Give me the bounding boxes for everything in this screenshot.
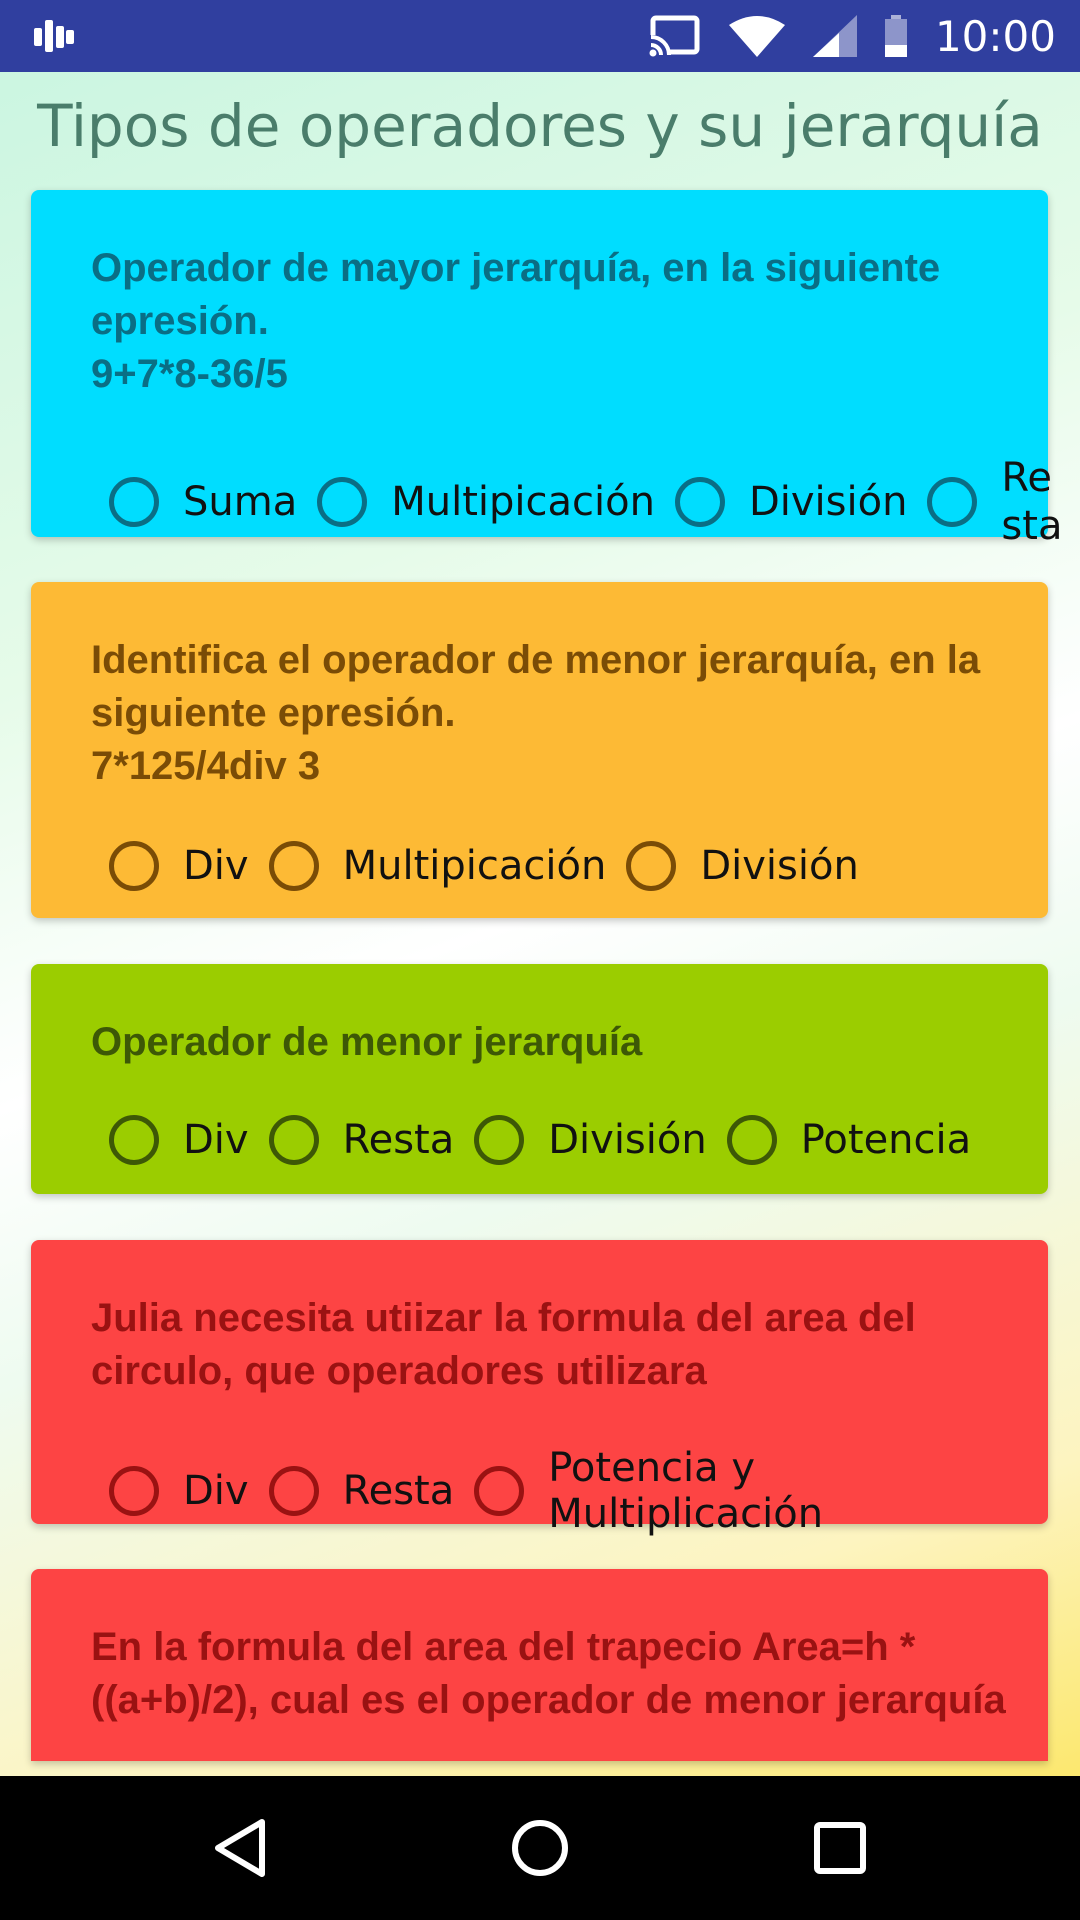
radio-button[interactable] — [675, 477, 725, 527]
radio-option[interactable] — [269, 1466, 455, 1516]
recents-icon — [813, 1821, 867, 1875]
radio-group — [109, 1115, 1048, 1165]
radio-label: Div — [183, 843, 249, 889]
question-card-5 — [31, 1569, 1048, 1761]
radio-option[interactable] — [109, 1115, 249, 1165]
question-card-2 — [31, 582, 1048, 918]
radio-button[interactable] — [109, 1115, 159, 1165]
radio-button[interactable] — [727, 1115, 777, 1165]
radio-label: Resta — [342, 1468, 455, 1514]
radio-button[interactable] — [109, 477, 159, 527]
question-text: En la formula del area del trapecio Area=h *((a+b)/2), cual es el operador de menor jerarquía — [91, 1625, 1006, 1722]
radio-label: División — [548, 1117, 707, 1163]
radio-label: Div — [183, 1468, 249, 1514]
question-text: Operador de menor jerarquía — [91, 1020, 643, 1064]
radio-option[interactable] — [109, 1466, 249, 1516]
radio-button[interactable] — [109, 841, 159, 891]
radio-label: Suma — [183, 479, 298, 525]
radio-option[interactable] — [474, 1445, 1028, 1537]
radio-option[interactable] — [317, 477, 655, 527]
radio-option[interactable] — [927, 454, 1062, 550]
battery-icon — [885, 15, 907, 57]
radio-option[interactable] — [269, 1115, 455, 1165]
radio-group — [109, 841, 1048, 891]
radio-label: Potencia — [800, 1117, 972, 1163]
radio-button[interactable] — [927, 477, 977, 527]
radio-label: Div — [183, 1117, 249, 1163]
radio-label: Multipicación — [342, 843, 607, 889]
radio-button[interactable] — [269, 1115, 319, 1165]
radio-label: Potencia y Multiplicación — [548, 1445, 824, 1537]
radio-option[interactable] — [474, 1115, 706, 1165]
navigation-bar — [0, 1776, 1080, 1920]
radio-label: Re sta — [1001, 455, 1063, 549]
notification-bars-icon — [34, 20, 74, 52]
recents-button[interactable] — [760, 1776, 920, 1920]
radio-button[interactable] — [474, 1115, 524, 1165]
radio-label: Multipicación — [391, 479, 655, 525]
page-title: Tipos de operadores y su jerarquía — [37, 92, 1043, 160]
radio-group — [109, 1445, 1048, 1537]
radio-button[interactable] — [474, 1466, 524, 1516]
status-bar — [0, 0, 1080, 72]
cast-icon — [649, 15, 701, 57]
question-text: Julia necesita utiizar la formula del area del circulo, que operadores utilizara — [91, 1296, 916, 1393]
signal-icon — [813, 15, 857, 57]
radio-label: División — [748, 479, 908, 525]
radio-option[interactable] — [109, 477, 297, 527]
radio-button[interactable] — [269, 1466, 319, 1516]
radio-option[interactable] — [109, 841, 249, 891]
radio-option[interactable] — [675, 477, 907, 527]
radio-button[interactable] — [269, 841, 319, 891]
radio-label: Resta — [342, 1117, 455, 1163]
radio-option[interactable] — [269, 841, 607, 891]
radio-button[interactable] — [109, 1466, 159, 1516]
radio-group — [109, 454, 1063, 550]
radio-button[interactable] — [626, 841, 676, 891]
question-card-3 — [31, 964, 1048, 1194]
status-time: 10:00 — [934, 11, 1056, 61]
question-card-1 — [31, 190, 1063, 549]
question-card-4 — [31, 1240, 1048, 1537]
question-text: Identifica el operador de menor jerarquía, en la siguiente epresión. 7*125/4div 3 — [91, 638, 981, 788]
radio-option[interactable] — [727, 1115, 971, 1165]
question-text: Operador de mayor jerarquía, en la siguiente epresión. 9+7*8-36/5 — [91, 246, 941, 396]
radio-label: División — [700, 843, 859, 889]
home-icon — [510, 1818, 570, 1878]
wifi-icon — [729, 15, 785, 57]
back-button[interactable] — [160, 1776, 320, 1920]
home-button[interactable] — [460, 1776, 620, 1920]
radio-option[interactable] — [626, 841, 858, 891]
radio-button[interactable] — [317, 477, 367, 527]
back-icon — [212, 1818, 268, 1878]
